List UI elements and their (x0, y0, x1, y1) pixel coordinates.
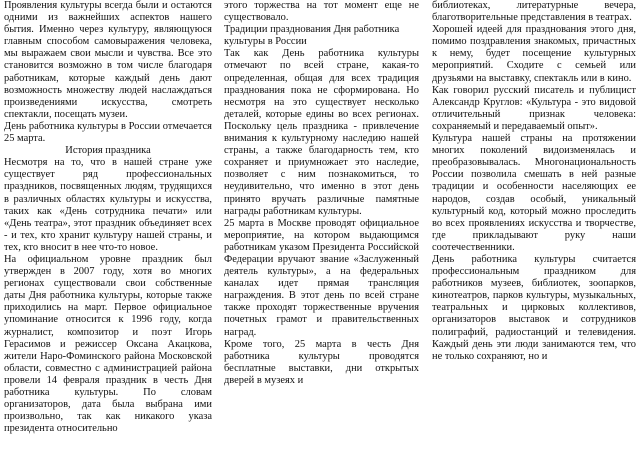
quote-paragraph: Как говорил русский писатель и публицист Александр Круглов: «Культура - это видовой отличительный признак человека: сохраняемый и передаваемый опыт». (432, 84, 636, 132)
section-heading-history: История праздника (65, 145, 151, 157)
section-heading-traditions: Традиции празднования Дня работника культуры в России (224, 24, 400, 48)
intro-paragraph: Проявления культуры всегда были и остаются одними из важнейших аспектов нашего бытия. Именно через культуру, являющуюся главным способом самовыражения человека, мы выражаем свои мысли и чувства. Все это становится возможно в том числе благодаря работникам, которые каждый день дают возможность множеству людей наслаждаться произведениями искусства, смотреть спектакли, посещать музеи. (4, 0, 212, 120)
professions-paragraph: День работника культуры считается профессиональным праздником для работников музеев, библиотек, зоопарков, кинотеатров, парков культуры, музыкальных, театральных и цирковых коллективов, организаторов выставок и сотрудников полиграфий, радиостанций и телевидения. Каждый день эти люди занимаются тем, что не только сохраняют, но и (432, 253, 636, 362)
history-paragraph-1: Несмотря на то, что в нашей стране уже существует ряд профессиональных праздников, посвященных людям, трудящихся в различных областях культуры и искусства, таких как «День сотрудника печати» или «День театра», этот праздник объединяет всех - и тех, кто хранит культуру нашей страны, и тех, кто вносит в нее что-то новое. (4, 157, 212, 253)
traditions-paragraph-1: Так как День работника культуры отмечают по всей стране, какая-то определенная, общая для всех традиция празднования пока не сформирована. Но несмотря на это существует несколько деталей, которые едины во всех регионах. Поскольку цель праздника - привлечение внимания к культурному наследию нашей страны, а также благодарность тем, кто сохраняет и приумножает это наследие, позволяет с ним познакомиться, то неудивительно, что именно в этот день принято вручать различные памятные награды работникам культуры. (224, 48, 419, 217)
holiday-date-paragraph: День работника культуры в России отмечается 25 марта. (4, 120, 212, 145)
text-column-3 (432, 0, 636, 363)
traditions-paragraph-2: 25 марта в Москве проводят официальное мероприятие, на котором выдающимся работникам указом Президента Российской Федерации вручают звание «Заслуженный деятель культуры», а на федеральных каналах идет прямая трансляция награждения. В этот день по всей стране также проходят торжественные вручения почетных грамот и правительственных наград. (224, 217, 419, 338)
text-column-2 (224, 0, 419, 387)
traditions-paragraph-3: Кроме того, 25 марта в честь Дня работника культуры проводятся бесплатные выставки, дни открытых дверей в музеях и (224, 338, 419, 386)
history-paragraph-2: На официальном уровне праздник был утвержден в 2007 году, хотя во многих регионах существовали свои собственные даты Дня работника культуры, которые также приходились на март. Первое официальное упоминание относится к 1996 году, когда журналист, композитор и поэт Игорь Герасимов и режиссер Оксана Акацкова, жители Наро-Фоминского района Московской области, совместно с администрацией района провели 14 февраля праздник в честь Дня работника культуры. По словам организаторов, дата была выбрана ими произвольно, так как никакого указа президента относительно (4, 253, 212, 435)
celebration-idea-paragraph: Хорошей идеей для празднования этого дня, помимо поздравления знакомых, причастных к нему, будет посещение культурных мероприятий. Сходите с семьей или друзьями на выставку, спектакль или в кино. (432, 24, 636, 84)
history-paragraph-continued: этого торжества на тот момент еще не существовало. (224, 0, 419, 24)
text-column-1 (4, 0, 212, 435)
culture-heritage-paragraph: Культура нашей страны на протяжении многих поколений видоизменялась и преобразовывалась. Многонациональность России позволила смешать в ней разные традиции и особенности населяющих ее народов, создав особый, уникальный культурный код, который можно проследить во всех проявлениях искусства и творчестве, где прикладывают руку наши соотечественники. (432, 133, 636, 253)
traditions-paragraph-continued: библиотеках, литературные вечера, благотворительные представления в театрах. (432, 0, 636, 24)
